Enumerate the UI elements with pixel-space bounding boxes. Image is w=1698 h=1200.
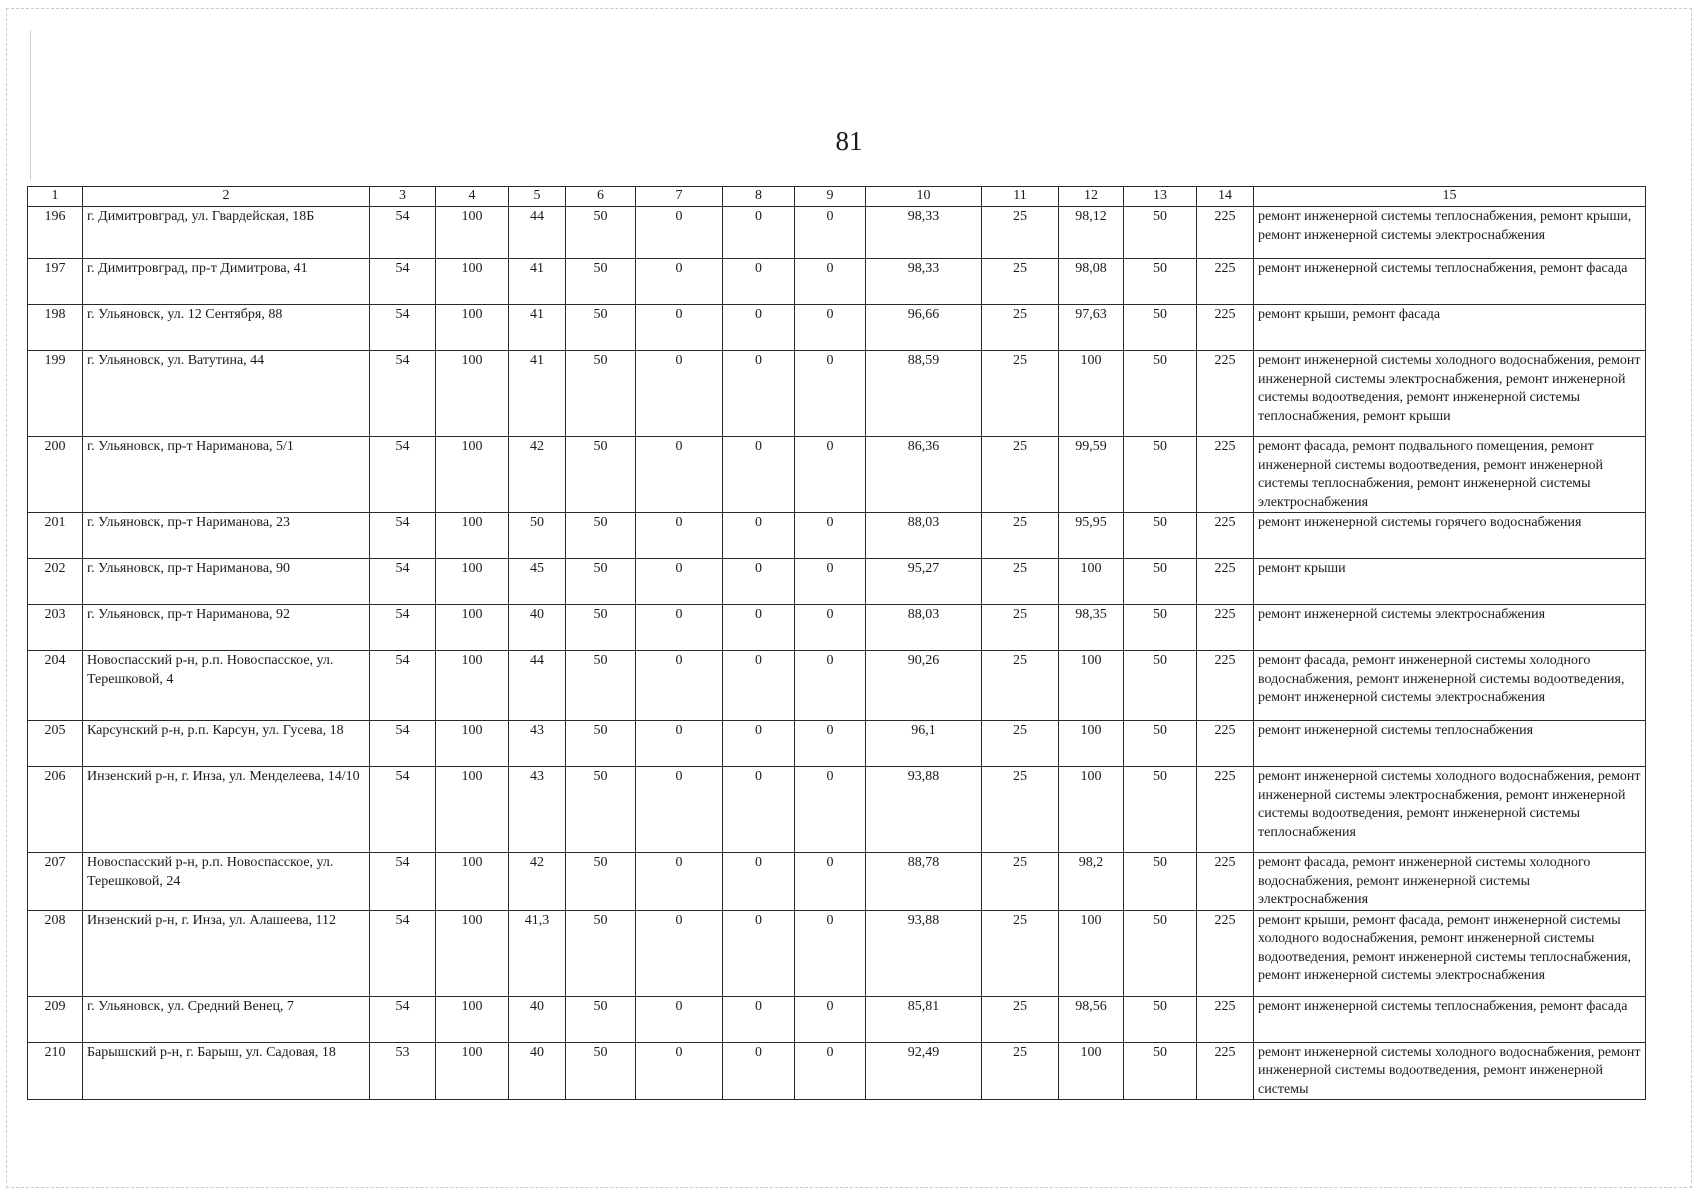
col-14-cell: 225 [1197, 853, 1254, 911]
col-12-cell: 98,08 [1059, 259, 1124, 305]
works-list-cell: ремонт фасада, ремонт инженерной системы холодного водоснабжения, ремонт инженерной системы электроснабжения [1254, 853, 1646, 911]
scan-margin-line [30, 30, 31, 180]
col-4-cell: 100 [436, 853, 509, 911]
col-4-cell: 100 [436, 651, 509, 721]
col-9-cell: 0 [795, 259, 866, 305]
col-9-cell: 0 [795, 996, 866, 1042]
col-5-cell: 41 [509, 259, 566, 305]
col-9-cell: 0 [795, 437, 866, 513]
col-6-cell: 50 [566, 651, 636, 721]
col-8-cell: 0 [723, 559, 795, 605]
row-number-cell: 203 [28, 605, 83, 651]
col-10-cell: 93,88 [866, 767, 982, 853]
col-8-cell: 0 [723, 910, 795, 996]
table-row [28, 513, 1646, 559]
row-number-cell: 198 [28, 305, 83, 351]
col-8-cell: 0 [723, 651, 795, 721]
col-9-cell: 0 [795, 853, 866, 911]
col-11-cell: 25 [982, 207, 1059, 259]
col-14-cell: 225 [1197, 605, 1254, 651]
col-11-cell: 25 [982, 305, 1059, 351]
col-14-cell: 225 [1197, 305, 1254, 351]
col-9-cell: 0 [795, 721, 866, 767]
col-11-cell: 25 [982, 910, 1059, 996]
address-cell: г. Ульяновск, ул. 12 Сентября, 88 [83, 305, 370, 351]
col-14-cell: 225 [1197, 351, 1254, 437]
col-6-cell: 50 [566, 605, 636, 651]
col-4-cell: 100 [436, 996, 509, 1042]
col-9-cell: 0 [795, 651, 866, 721]
col-10-cell: 86,36 [866, 437, 982, 513]
col-6-cell: 50 [566, 207, 636, 259]
col-11-cell: 25 [982, 651, 1059, 721]
column-header-3: 3 [370, 187, 436, 207]
col-14-cell: 225 [1197, 996, 1254, 1042]
col-3-cell: 54 [370, 767, 436, 853]
col-8-cell: 0 [723, 305, 795, 351]
column-header-1: 1 [28, 187, 83, 207]
col-6-cell: 50 [566, 996, 636, 1042]
works-list-cell: ремонт инженерной системы холодного водоснабжения, ремонт инженерной системы электроснабжения, ремонт инженерной системы водоотведения, ремонт инженерной системы теплоснабжения, ремонт крыши [1254, 351, 1646, 437]
works-list-cell: ремонт фасада, ремонт подвального помещения, ремонт инженерной системы водоотведения, ремонт инженерной системы теплоснабжения, ремонт инженерной системы электроснабжения [1254, 437, 1646, 513]
col-8-cell: 0 [723, 605, 795, 651]
col-12-cell: 98,2 [1059, 853, 1124, 911]
col-3-cell: 54 [370, 996, 436, 1042]
works-list-cell: ремонт инженерной системы холодного водоснабжения, ремонт инженерной системы водоотведения, ремонт инженерной системы [1254, 1042, 1646, 1100]
table-row [28, 910, 1646, 996]
col-7-cell: 0 [636, 910, 723, 996]
col-3-cell: 54 [370, 651, 436, 721]
address-cell: г. Ульяновск, пр-т Нариманова, 90 [83, 559, 370, 605]
col-11-cell: 25 [982, 259, 1059, 305]
col-12-cell: 97,63 [1059, 305, 1124, 351]
column-header-7: 7 [636, 187, 723, 207]
col-5-cell: 41,3 [509, 910, 566, 996]
col-14-cell: 225 [1197, 651, 1254, 721]
col-7-cell: 0 [636, 259, 723, 305]
col-9-cell: 0 [795, 605, 866, 651]
col-10-cell: 88,59 [866, 351, 982, 437]
col-8-cell: 0 [723, 767, 795, 853]
col-11-cell: 25 [982, 1042, 1059, 1100]
address-cell: Инзенский р-н, г. Инза, ул. Менделеева, 14/10 [83, 767, 370, 853]
table-row [28, 996, 1646, 1042]
column-header-13: 13 [1124, 187, 1197, 207]
row-number-cell: 208 [28, 910, 83, 996]
col-11-cell: 25 [982, 853, 1059, 911]
col-3-cell: 54 [370, 910, 436, 996]
column-header-15: 15 [1254, 187, 1646, 207]
address-cell: г. Димитровград, ул. Гвардейская, 18Б [83, 207, 370, 259]
col-5-cell: 43 [509, 721, 566, 767]
table-row [28, 437, 1646, 513]
col-14-cell: 225 [1197, 513, 1254, 559]
table-row [28, 1042, 1646, 1100]
col-3-cell: 54 [370, 437, 436, 513]
col-6-cell: 50 [566, 437, 636, 513]
col-5-cell: 42 [509, 437, 566, 513]
column-header-4: 4 [436, 187, 509, 207]
row-number-cell: 199 [28, 351, 83, 437]
col-13-cell: 50 [1124, 853, 1197, 911]
address-cell: г. Ульяновск, ул. Средний Венец, 7 [83, 996, 370, 1042]
col-7-cell: 0 [636, 559, 723, 605]
col-6-cell: 50 [566, 767, 636, 853]
col-11-cell: 25 [982, 721, 1059, 767]
table-row [28, 207, 1646, 259]
col-13-cell: 50 [1124, 767, 1197, 853]
col-5-cell: 40 [509, 996, 566, 1042]
col-3-cell: 54 [370, 605, 436, 651]
col-9-cell: 0 [795, 559, 866, 605]
table-row [28, 767, 1646, 853]
table-row [28, 351, 1646, 437]
address-cell: Новоспасский р-н, р.п. Новоспасское, ул. Терешковой, 4 [83, 651, 370, 721]
col-14-cell: 225 [1197, 721, 1254, 767]
col-12-cell: 95,95 [1059, 513, 1124, 559]
col-7-cell: 0 [636, 207, 723, 259]
col-13-cell: 50 [1124, 605, 1197, 651]
col-3-cell: 54 [370, 259, 436, 305]
col-6-cell: 50 [566, 853, 636, 911]
col-13-cell: 50 [1124, 351, 1197, 437]
col-6-cell: 50 [566, 305, 636, 351]
col-10-cell: 96,1 [866, 721, 982, 767]
address-cell: г. Ульяновск, ул. Ватутина, 44 [83, 351, 370, 437]
col-6-cell: 50 [566, 721, 636, 767]
col-8-cell: 0 [723, 259, 795, 305]
row-number-cell: 207 [28, 853, 83, 911]
col-6-cell: 50 [566, 259, 636, 305]
address-cell: г. Ульяновск, пр-т Нариманова, 92 [83, 605, 370, 651]
col-8-cell: 0 [723, 207, 795, 259]
col-9-cell: 0 [795, 305, 866, 351]
table-body [28, 207, 1646, 1100]
col-12-cell: 100 [1059, 910, 1124, 996]
col-4-cell: 100 [436, 259, 509, 305]
col-5-cell: 41 [509, 351, 566, 437]
col-6-cell: 50 [566, 351, 636, 437]
col-5-cell: 44 [509, 207, 566, 259]
row-number-cell: 206 [28, 767, 83, 853]
col-13-cell: 50 [1124, 305, 1197, 351]
col-10-cell: 90,26 [866, 651, 982, 721]
col-5-cell: 41 [509, 305, 566, 351]
col-13-cell: 50 [1124, 996, 1197, 1042]
table-row [28, 853, 1646, 911]
table-row [28, 651, 1646, 721]
col-13-cell: 50 [1124, 259, 1197, 305]
table-row [28, 559, 1646, 605]
col-8-cell: 0 [723, 996, 795, 1042]
col-6-cell: 50 [566, 1042, 636, 1100]
col-11-cell: 25 [982, 513, 1059, 559]
col-12-cell: 98,35 [1059, 605, 1124, 651]
works-list-cell: ремонт инженерной системы теплоснабжения, ремонт фасада [1254, 996, 1646, 1042]
col-9-cell: 0 [795, 513, 866, 559]
column-header-6: 6 [566, 187, 636, 207]
address-cell: Новоспасский р-н, р.п. Новоспасское, ул. Терешковой, 24 [83, 853, 370, 911]
col-13-cell: 50 [1124, 910, 1197, 996]
col-5-cell: 45 [509, 559, 566, 605]
column-header-2: 2 [83, 187, 370, 207]
col-14-cell: 225 [1197, 437, 1254, 513]
col-8-cell: 0 [723, 853, 795, 911]
col-4-cell: 100 [436, 351, 509, 437]
column-header-5: 5 [509, 187, 566, 207]
col-14-cell: 225 [1197, 207, 1254, 259]
col-10-cell: 98,33 [866, 207, 982, 259]
address-cell: Барышский р-н, г. Барыш, ул. Садовая, 18 [83, 1042, 370, 1100]
col-13-cell: 50 [1124, 651, 1197, 721]
table-row [28, 305, 1646, 351]
col-7-cell: 0 [636, 437, 723, 513]
col-7-cell: 0 [636, 767, 723, 853]
works-list-cell: ремонт инженерной системы холодного водоснабжения, ремонт инженерной системы электроснабжения, ремонт инженерной системы водоотведения, ремонт инженерной системы теплоснабжения [1254, 767, 1646, 853]
col-12-cell: 100 [1059, 767, 1124, 853]
col-7-cell: 0 [636, 721, 723, 767]
col-4-cell: 100 [436, 910, 509, 996]
row-number-cell: 209 [28, 996, 83, 1042]
page-number: 81 [835, 126, 863, 156]
col-11-cell: 25 [982, 605, 1059, 651]
col-13-cell: 50 [1124, 207, 1197, 259]
col-9-cell: 0 [795, 1042, 866, 1100]
col-12-cell: 99,59 [1059, 437, 1124, 513]
address-cell: г. Ульяновск, пр-т Нариманова, 5/1 [83, 437, 370, 513]
col-10-cell: 88,03 [866, 513, 982, 559]
column-header-9: 9 [795, 187, 866, 207]
col-14-cell: 225 [1197, 910, 1254, 996]
col-4-cell: 100 [436, 721, 509, 767]
col-5-cell: 42 [509, 853, 566, 911]
col-3-cell: 54 [370, 351, 436, 437]
col-5-cell: 40 [509, 1042, 566, 1100]
col-11-cell: 25 [982, 351, 1059, 437]
col-5-cell: 43 [509, 767, 566, 853]
works-list-cell: ремонт инженерной системы теплоснабжения, ремонт фасада [1254, 259, 1646, 305]
col-8-cell: 0 [723, 721, 795, 767]
col-10-cell: 95,27 [866, 559, 982, 605]
col-12-cell: 98,56 [1059, 996, 1124, 1042]
header-row [28, 187, 1646, 207]
row-number-cell: 197 [28, 259, 83, 305]
col-4-cell: 100 [436, 559, 509, 605]
col-6-cell: 50 [566, 559, 636, 605]
row-number-cell: 196 [28, 207, 83, 259]
works-list-cell: ремонт крыши, ремонт фасада, ремонт инженерной системы холодного водоснабжения, ремонт инженерной системы водоотведения, ремонт инженерной системы теплоснабжения, ремонт инженерной системы электроснабжения [1254, 910, 1646, 996]
works-list-cell: ремонт фасада, ремонт инженерной системы холодного водоснабжения, ремонт инженерной системы водоотведения, ремонт инженерной системы электроснабжения [1254, 651, 1646, 721]
col-6-cell: 50 [566, 910, 636, 996]
col-13-cell: 50 [1124, 1042, 1197, 1100]
works-list-cell: ремонт инженерной системы электроснабжения [1254, 605, 1646, 651]
col-4-cell: 100 [436, 437, 509, 513]
col-14-cell: 225 [1197, 1042, 1254, 1100]
column-header-14: 14 [1197, 187, 1254, 207]
col-5-cell: 40 [509, 605, 566, 651]
col-6-cell: 50 [566, 513, 636, 559]
col-12-cell: 100 [1059, 1042, 1124, 1100]
row-number-cell: 210 [28, 1042, 83, 1100]
address-cell: Инзенский р-н, г. Инза, ул. Алашеева, 112 [83, 910, 370, 996]
col-11-cell: 25 [982, 437, 1059, 513]
col-12-cell: 100 [1059, 651, 1124, 721]
col-7-cell: 0 [636, 996, 723, 1042]
row-number-cell: 204 [28, 651, 83, 721]
col-8-cell: 0 [723, 351, 795, 437]
col-3-cell: 54 [370, 207, 436, 259]
col-7-cell: 0 [636, 513, 723, 559]
col-4-cell: 100 [436, 605, 509, 651]
col-13-cell: 50 [1124, 513, 1197, 559]
col-13-cell: 50 [1124, 559, 1197, 605]
col-9-cell: 0 [795, 351, 866, 437]
col-3-cell: 54 [370, 721, 436, 767]
col-3-cell: 54 [370, 513, 436, 559]
col-3-cell: 54 [370, 853, 436, 911]
col-7-cell: 0 [636, 351, 723, 437]
col-9-cell: 0 [795, 207, 866, 259]
col-7-cell: 0 [636, 305, 723, 351]
row-number-cell: 202 [28, 559, 83, 605]
col-9-cell: 0 [795, 910, 866, 996]
col-8-cell: 0 [723, 1042, 795, 1100]
col-12-cell: 98,12 [1059, 207, 1124, 259]
col-12-cell: 100 [1059, 559, 1124, 605]
col-5-cell: 44 [509, 651, 566, 721]
works-list-cell: ремонт инженерной системы теплоснабжения, ремонт крыши, ремонт инженерной системы электроснабжения [1254, 207, 1646, 259]
col-5-cell: 50 [509, 513, 566, 559]
col-13-cell: 50 [1124, 437, 1197, 513]
column-header-11: 11 [982, 187, 1059, 207]
col-14-cell: 225 [1197, 259, 1254, 305]
col-12-cell: 100 [1059, 721, 1124, 767]
col-3-cell: 54 [370, 305, 436, 351]
col-4-cell: 100 [436, 767, 509, 853]
col-10-cell: 96,66 [866, 305, 982, 351]
col-7-cell: 0 [636, 605, 723, 651]
row-number-cell: 201 [28, 513, 83, 559]
col-9-cell: 0 [795, 767, 866, 853]
col-10-cell: 88,03 [866, 605, 982, 651]
col-4-cell: 100 [436, 207, 509, 259]
col-10-cell: 92,49 [866, 1042, 982, 1100]
col-4-cell: 100 [436, 305, 509, 351]
register-table [27, 186, 1646, 1100]
col-12-cell: 100 [1059, 351, 1124, 437]
col-10-cell: 88,78 [866, 853, 982, 911]
col-7-cell: 0 [636, 651, 723, 721]
col-11-cell: 25 [982, 767, 1059, 853]
row-number-cell: 200 [28, 437, 83, 513]
address-cell: г. Ульяновск, пр-т Нариманова, 23 [83, 513, 370, 559]
col-4-cell: 100 [436, 513, 509, 559]
address-cell: Карсунский р-н, р.п. Карсун, ул. Гусева, 18 [83, 721, 370, 767]
column-header-10: 10 [866, 187, 982, 207]
col-3-cell: 54 [370, 559, 436, 605]
column-header-12: 12 [1059, 187, 1124, 207]
col-10-cell: 93,88 [866, 910, 982, 996]
col-11-cell: 25 [982, 559, 1059, 605]
works-list-cell: ремонт инженерной системы горячего водоснабжения [1254, 513, 1646, 559]
col-7-cell: 0 [636, 853, 723, 911]
col-11-cell: 25 [982, 996, 1059, 1042]
works-list-cell: ремонт крыши, ремонт фасада [1254, 305, 1646, 351]
col-10-cell: 98,33 [866, 259, 982, 305]
col-3-cell: 53 [370, 1042, 436, 1100]
table-row [28, 721, 1646, 767]
col-8-cell: 0 [723, 513, 795, 559]
column-header-8: 8 [723, 187, 795, 207]
table-row [28, 259, 1646, 305]
col-14-cell: 225 [1197, 559, 1254, 605]
address-cell: г. Димитровград, пр-т Димитрова, 41 [83, 259, 370, 305]
col-8-cell: 0 [723, 437, 795, 513]
works-list-cell: ремонт инженерной системы теплоснабжения [1254, 721, 1646, 767]
col-4-cell: 100 [436, 1042, 509, 1100]
col-7-cell: 0 [636, 1042, 723, 1100]
works-list-cell: ремонт крыши [1254, 559, 1646, 605]
col-14-cell: 225 [1197, 767, 1254, 853]
col-13-cell: 50 [1124, 721, 1197, 767]
col-10-cell: 85,81 [866, 996, 982, 1042]
table-row [28, 605, 1646, 651]
row-number-cell: 205 [28, 721, 83, 767]
